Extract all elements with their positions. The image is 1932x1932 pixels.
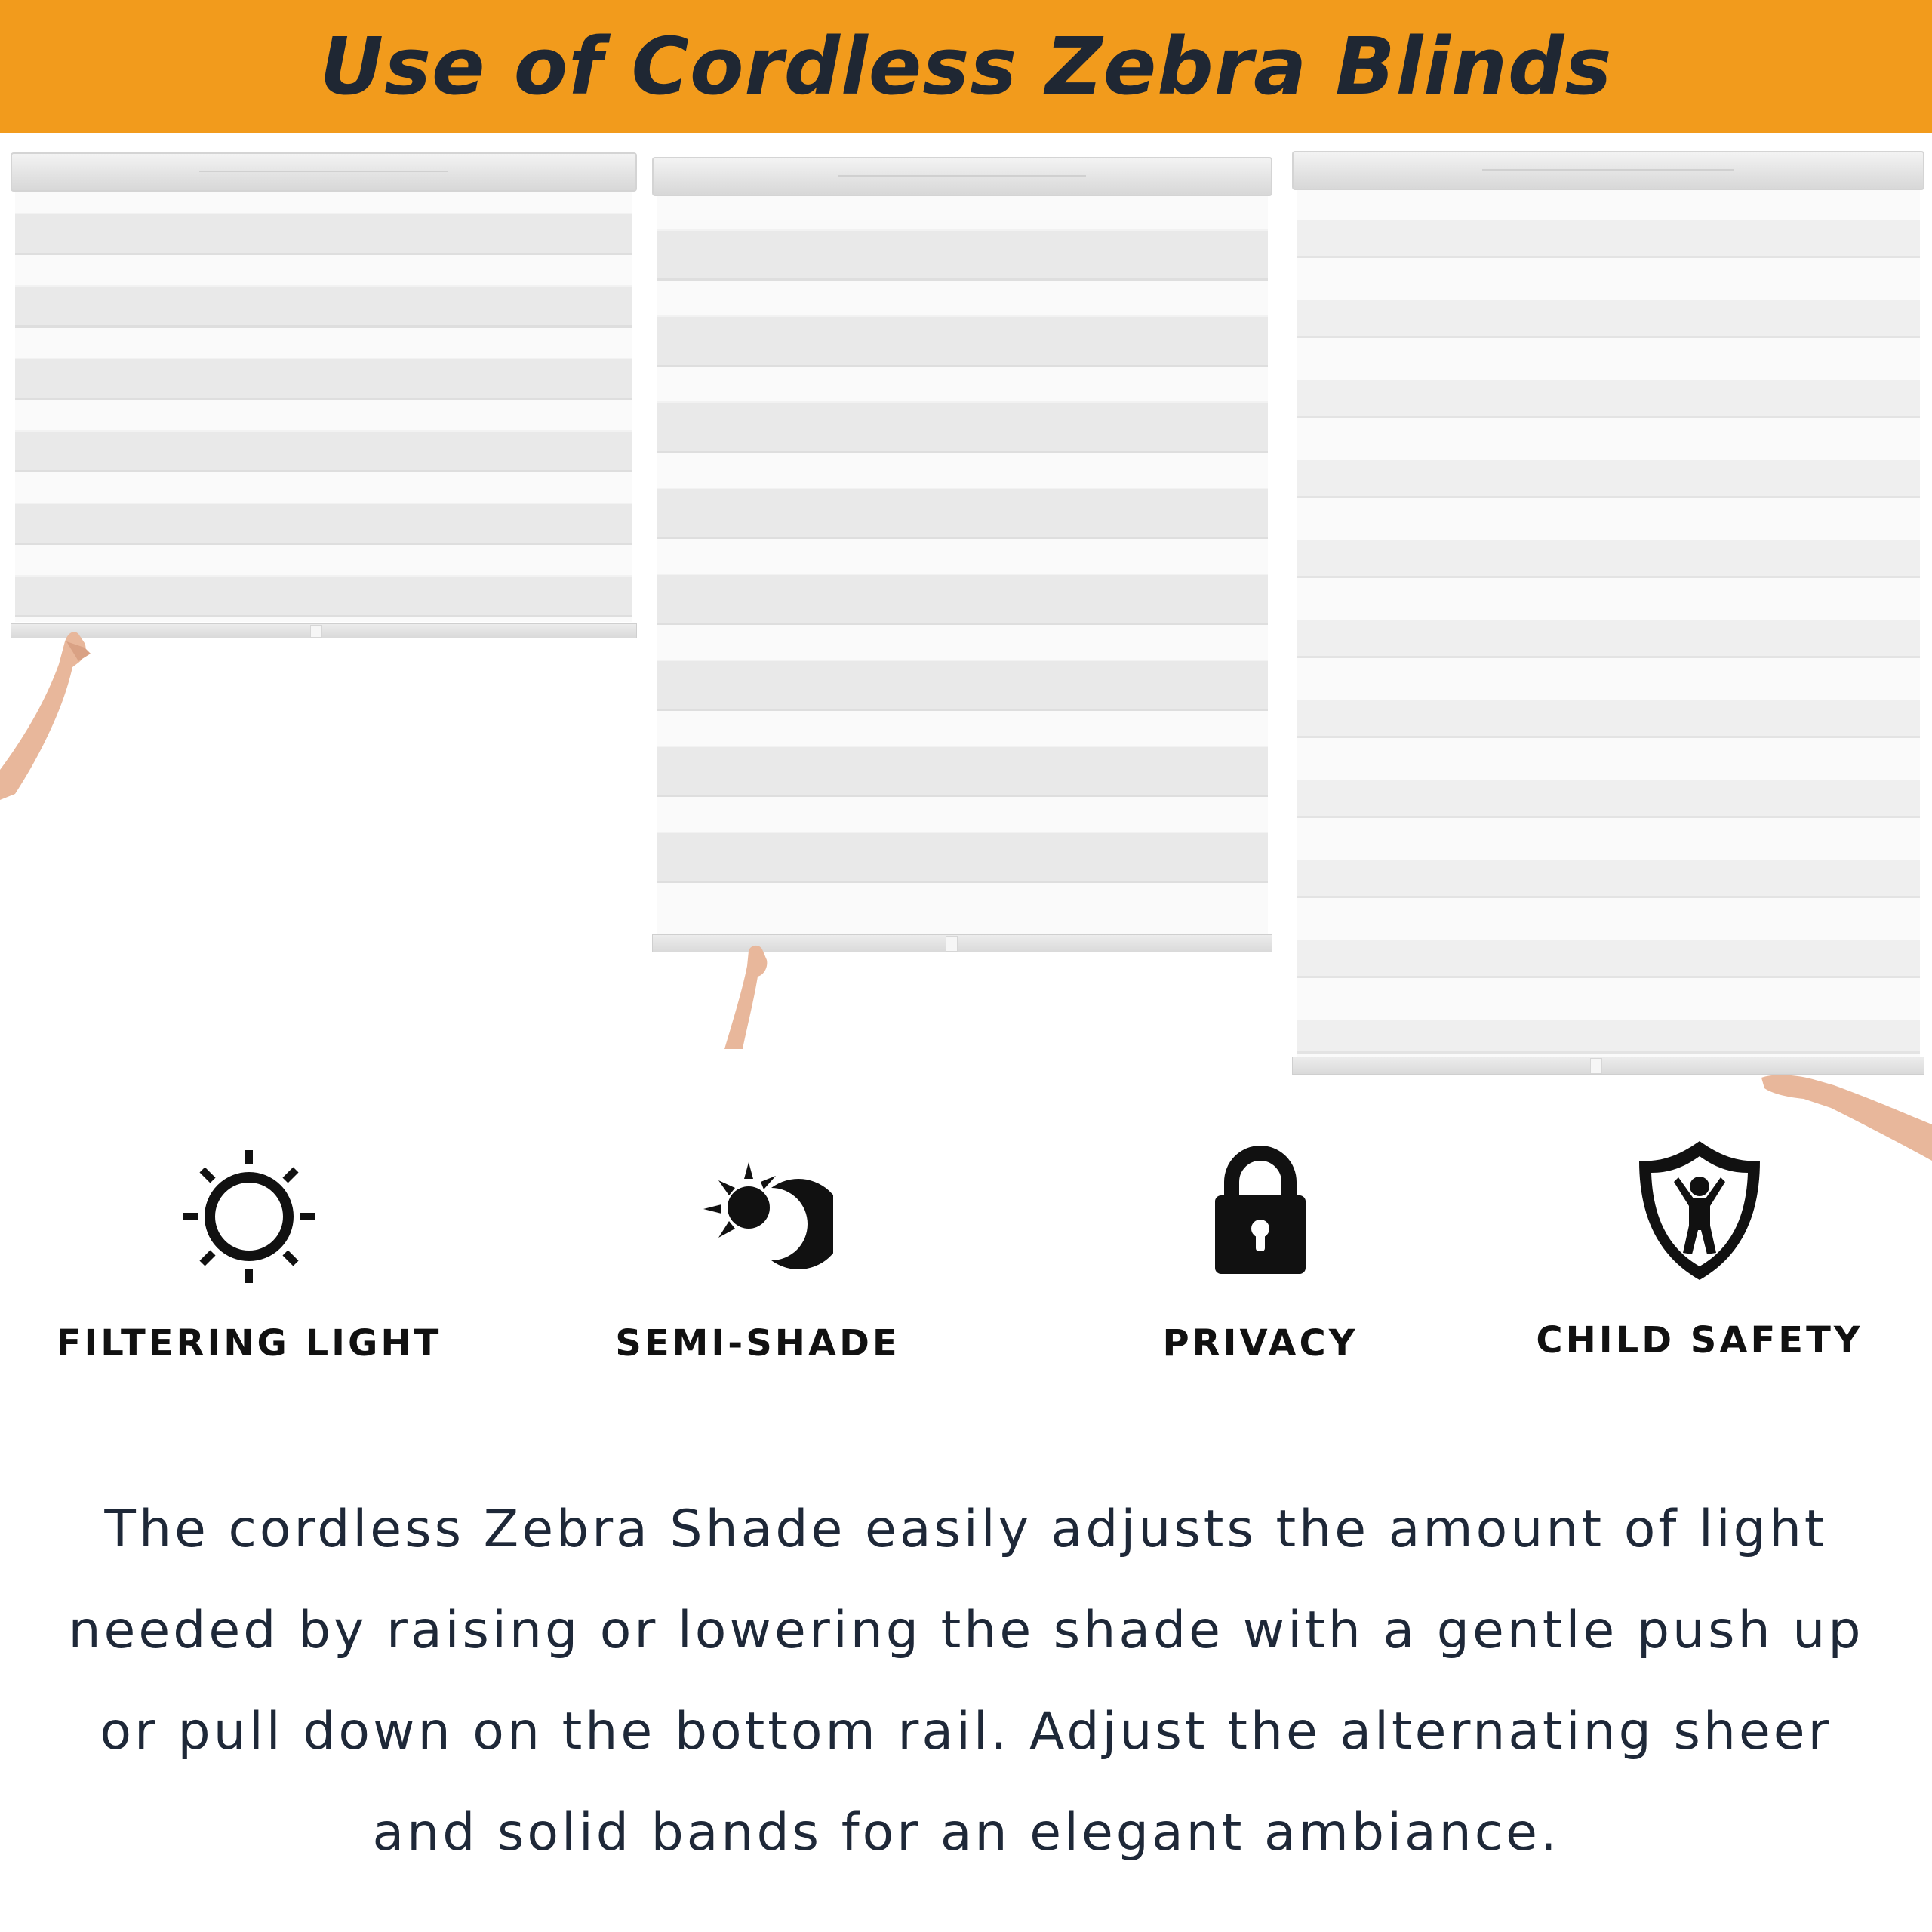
headrail <box>11 152 637 192</box>
fully-lowered-blind <box>1292 151 1924 1076</box>
feature-label: SEMI-SHADE <box>615 1322 900 1364</box>
half-lowered-blind <box>652 157 1272 957</box>
headrail <box>652 157 1272 196</box>
hand-raising-icon <box>0 619 106 800</box>
header-banner <box>0 0 1932 133</box>
blind-fabric <box>657 196 1268 936</box>
feature-label: CHILD SAFETY <box>1536 1319 1863 1361</box>
page-title: Use of Cordless Zebra Blinds <box>319 20 1613 112</box>
sun-icon <box>174 1132 325 1283</box>
headrail <box>1292 151 1924 190</box>
hand-pulling-icon <box>717 943 777 1049</box>
description-text: The cordless Zebra Shade easily adjusts the amount of light needed by raising or lowering the shade with a gentle push up or pull down on the bottom rail. Adjust the alternating sheer and solid bands for an elegant ambiance. <box>68 1500 1864 1863</box>
partially-raised-blind <box>11 152 637 643</box>
blind-fabric <box>15 192 632 622</box>
padlock-icon <box>1185 1132 1336 1283</box>
feature-label: FILTERING LIGHT <box>56 1322 442 1364</box>
blind-fabric <box>1297 190 1920 1057</box>
sun-moon-icon <box>682 1132 833 1283</box>
features-row <box>0 1132 1932 1404</box>
feature-label: PRIVACY <box>1162 1322 1358 1364</box>
shield-child-icon <box>1624 1132 1775 1283</box>
